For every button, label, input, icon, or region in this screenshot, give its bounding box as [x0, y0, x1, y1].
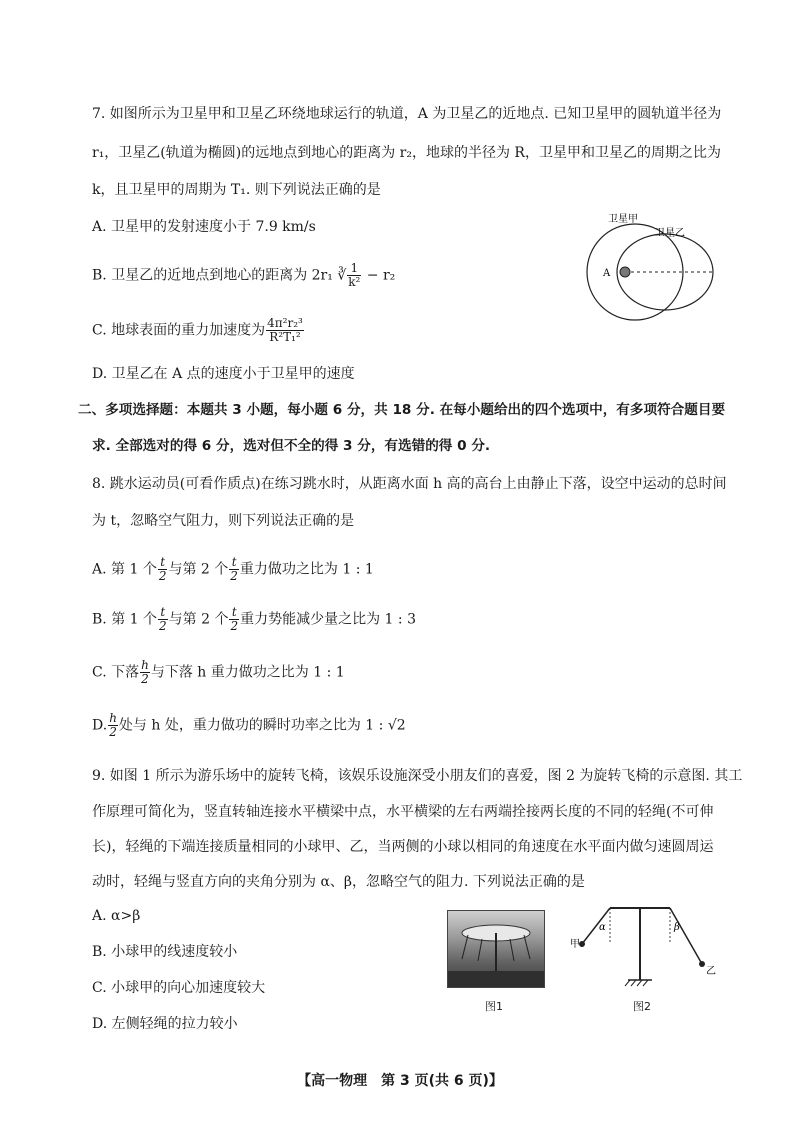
- q7-option-b-suffix: − r₂: [366, 267, 396, 284]
- ground-hatch: [643, 980, 648, 986]
- fraction-denominator: 2: [230, 569, 238, 583]
- ball-jia-label: 甲: [570, 939, 580, 950]
- fraction-t-over-2: [229, 606, 239, 633]
- q9-option-b: B. 小球甲的线速度较小: [92, 944, 238, 960]
- label-satellite-jia: 卫星甲: [608, 214, 638, 225]
- q8-option-a-part2: 与第 2 个: [168, 561, 229, 578]
- q7-option-c-prefix: C. 地球表面的重力加速度为: [92, 322, 266, 339]
- q9-stem-line3: 长)，轻绳的下端连接质量相同的小球甲、乙，当两侧的小球以相同的角速度在水平面内做匀速圆周运: [92, 839, 714, 855]
- fraction-numerator: t: [158, 556, 168, 570]
- chair-chain: [462, 935, 468, 959]
- q8-option-d-part1: D.: [92, 717, 108, 734]
- q9-stem-line4: 动时，轻绳与竖直方向的夹角分别为 α、β，忽略空气的阻力. 下列说法正确的是: [92, 874, 585, 890]
- fraction-denominator: 2: [230, 619, 239, 633]
- fraction-numerator: t: [229, 556, 239, 570]
- q7-option-b-prefix: B. 卫星乙的近地点到地心的距离为 2r₁: [92, 267, 333, 284]
- swing-schematic-diagram: [570, 900, 720, 995]
- q7-stem-line1: 7. 如图所示为卫星甲和卫星乙环绕地球运行的轨道，A 为卫星乙的近地点. 已知卫星甲的圆轨道半径为: [92, 106, 722, 122]
- section2-instructions-line1: 二、多项选择题：本题共 3 小题，每小题 6 分，共 18 分. 在每小题给出的四个选项中，有多项符合题目要: [78, 402, 726, 418]
- q9-option-c: C. 小球甲的向心加速度较大: [92, 980, 266, 996]
- q7-stem-line3: k，且卫星甲的周期为 T₁. 则下列说法正确的是: [92, 182, 381, 198]
- ball-yi-label: 乙: [706, 966, 716, 977]
- chair-chain: [510, 939, 514, 961]
- q7-option-c: [92, 317, 305, 344]
- q9-stem-line1: 9. 如图 1 所示为游乐场中的旋转飞椅，该娱乐设施深受小朋友们的喜爱，图 2 为旋转飞椅的示意图. 其工: [92, 768, 743, 784]
- fraction-numerator: h: [109, 711, 117, 725]
- q8-option-a: [92, 556, 374, 583]
- ground-shadow: [448, 971, 544, 987]
- chair-chain: [524, 935, 530, 959]
- fraction-h-over-2: [108, 712, 118, 739]
- ball-yi: [699, 961, 705, 967]
- ground-hatch: [637, 980, 642, 986]
- q8-stem-line2: 为 t，忽略空气阻力，则下列说法正确的是: [92, 513, 355, 529]
- q7-option-a: A. 卫星甲的发射速度小于 7.9 km/s: [92, 219, 316, 235]
- q9-stem-line2: 作原理可简化为，竖直转轴连接水平横梁中点，水平横梁的左右两端拴接两长度的不同的轻绳(不可伸: [92, 804, 714, 820]
- carousel-photo-sketch: [448, 911, 544, 987]
- carousel-photo: [447, 910, 545, 988]
- q8-option-b-part2: 与第 2 个: [168, 611, 229, 628]
- q8-option-c-part2: 与下落 h 重力做功之比为 1 : 1: [150, 664, 345, 681]
- figure1-caption: 图1: [485, 1000, 503, 1013]
- q9-option-a: A. α>β: [92, 908, 141, 924]
- q9-option-d: D. 左侧轻绳的拉力较小: [92, 1016, 238, 1032]
- chair-chain: [478, 939, 482, 961]
- fraction-t-over-2: [158, 606, 168, 633]
- figure2-caption: 图2: [633, 1000, 651, 1013]
- q8-stem-line1: 8. 跳水运动员(可看作质点)在练习跳水时，从距离水面 h 高的高台上由静止下落，设空中运动的总时间: [92, 476, 727, 492]
- cube-root-sign: ∛: [337, 267, 347, 284]
- root-denominator: k²: [348, 275, 361, 289]
- angle-alpha-label: α: [599, 922, 606, 933]
- page-footer: 【高一物理 第 3 页(共 6 页)】: [297, 1073, 503, 1089]
- fraction-denominator: 2: [159, 619, 167, 633]
- q8-option-a-part1: A. 第 1 个: [92, 561, 157, 578]
- q7-option-b: [92, 262, 395, 289]
- section2-instructions-line2: 求. 全部选对的得 6 分，选对但不全的得 3 分，有选错的得 0 分.: [92, 438, 491, 454]
- fraction-t-over-2: [158, 556, 168, 583]
- q8-option-c-part1: C. 下落: [92, 664, 140, 681]
- q8-option-b: [92, 606, 416, 633]
- q7-option-d: D. 卫星乙在 A 点的速度小于卫星甲的速度: [92, 366, 355, 382]
- ground-hatch: [631, 980, 636, 986]
- q8-option-c: [92, 659, 345, 686]
- q7-option-b-root-fraction: [347, 262, 361, 289]
- fraction-denominator: 2: [141, 672, 149, 686]
- fraction-t-over-2: [229, 556, 239, 583]
- q8-option-b-part1: B. 第 1 个: [92, 611, 157, 628]
- fraction-h-over-2: [140, 659, 150, 686]
- q8-option-a-part3: 重力做功之比为 1 : 1: [239, 561, 374, 578]
- q7-stem-line2: r₁，卫星乙(轨道为椭圆)的远地点到地心的距离为 r₂，地球的半径为 R，卫星甲和卫星乙的周期之比为: [92, 145, 721, 161]
- fraction-denominator: 2: [158, 569, 167, 583]
- fraction-denominator: R²T₁²: [269, 330, 301, 344]
- q7-option-c-fraction: [266, 317, 304, 344]
- fraction-numerator: h: [141, 658, 149, 672]
- fraction-denominator: 2: [109, 725, 117, 739]
- angle-beta-label: β: [674, 922, 680, 933]
- left-rope: [582, 908, 610, 944]
- q8-option-d-part2: 处与 h 处，重力做功的瞬时功率之比为 1 : √2: [118, 717, 406, 734]
- right-rope: [670, 908, 702, 964]
- q8-option-b-part3: 重力势能减少量之比为 1 : 3: [240, 611, 416, 628]
- orbit-diagram: [575, 212, 725, 332]
- root-numerator: 1: [347, 262, 361, 276]
- fraction-numerator: t: [158, 606, 168, 620]
- fraction-numerator: 4π²r₂³: [267, 316, 303, 330]
- q8-option-d: [92, 712, 406, 739]
- ground-hatch: [625, 980, 630, 986]
- earth-icon: [620, 267, 630, 277]
- label-satellite-yi: 卫星乙: [655, 228, 685, 239]
- point-a-label: A: [603, 268, 611, 279]
- fraction-numerator: t: [229, 606, 239, 620]
